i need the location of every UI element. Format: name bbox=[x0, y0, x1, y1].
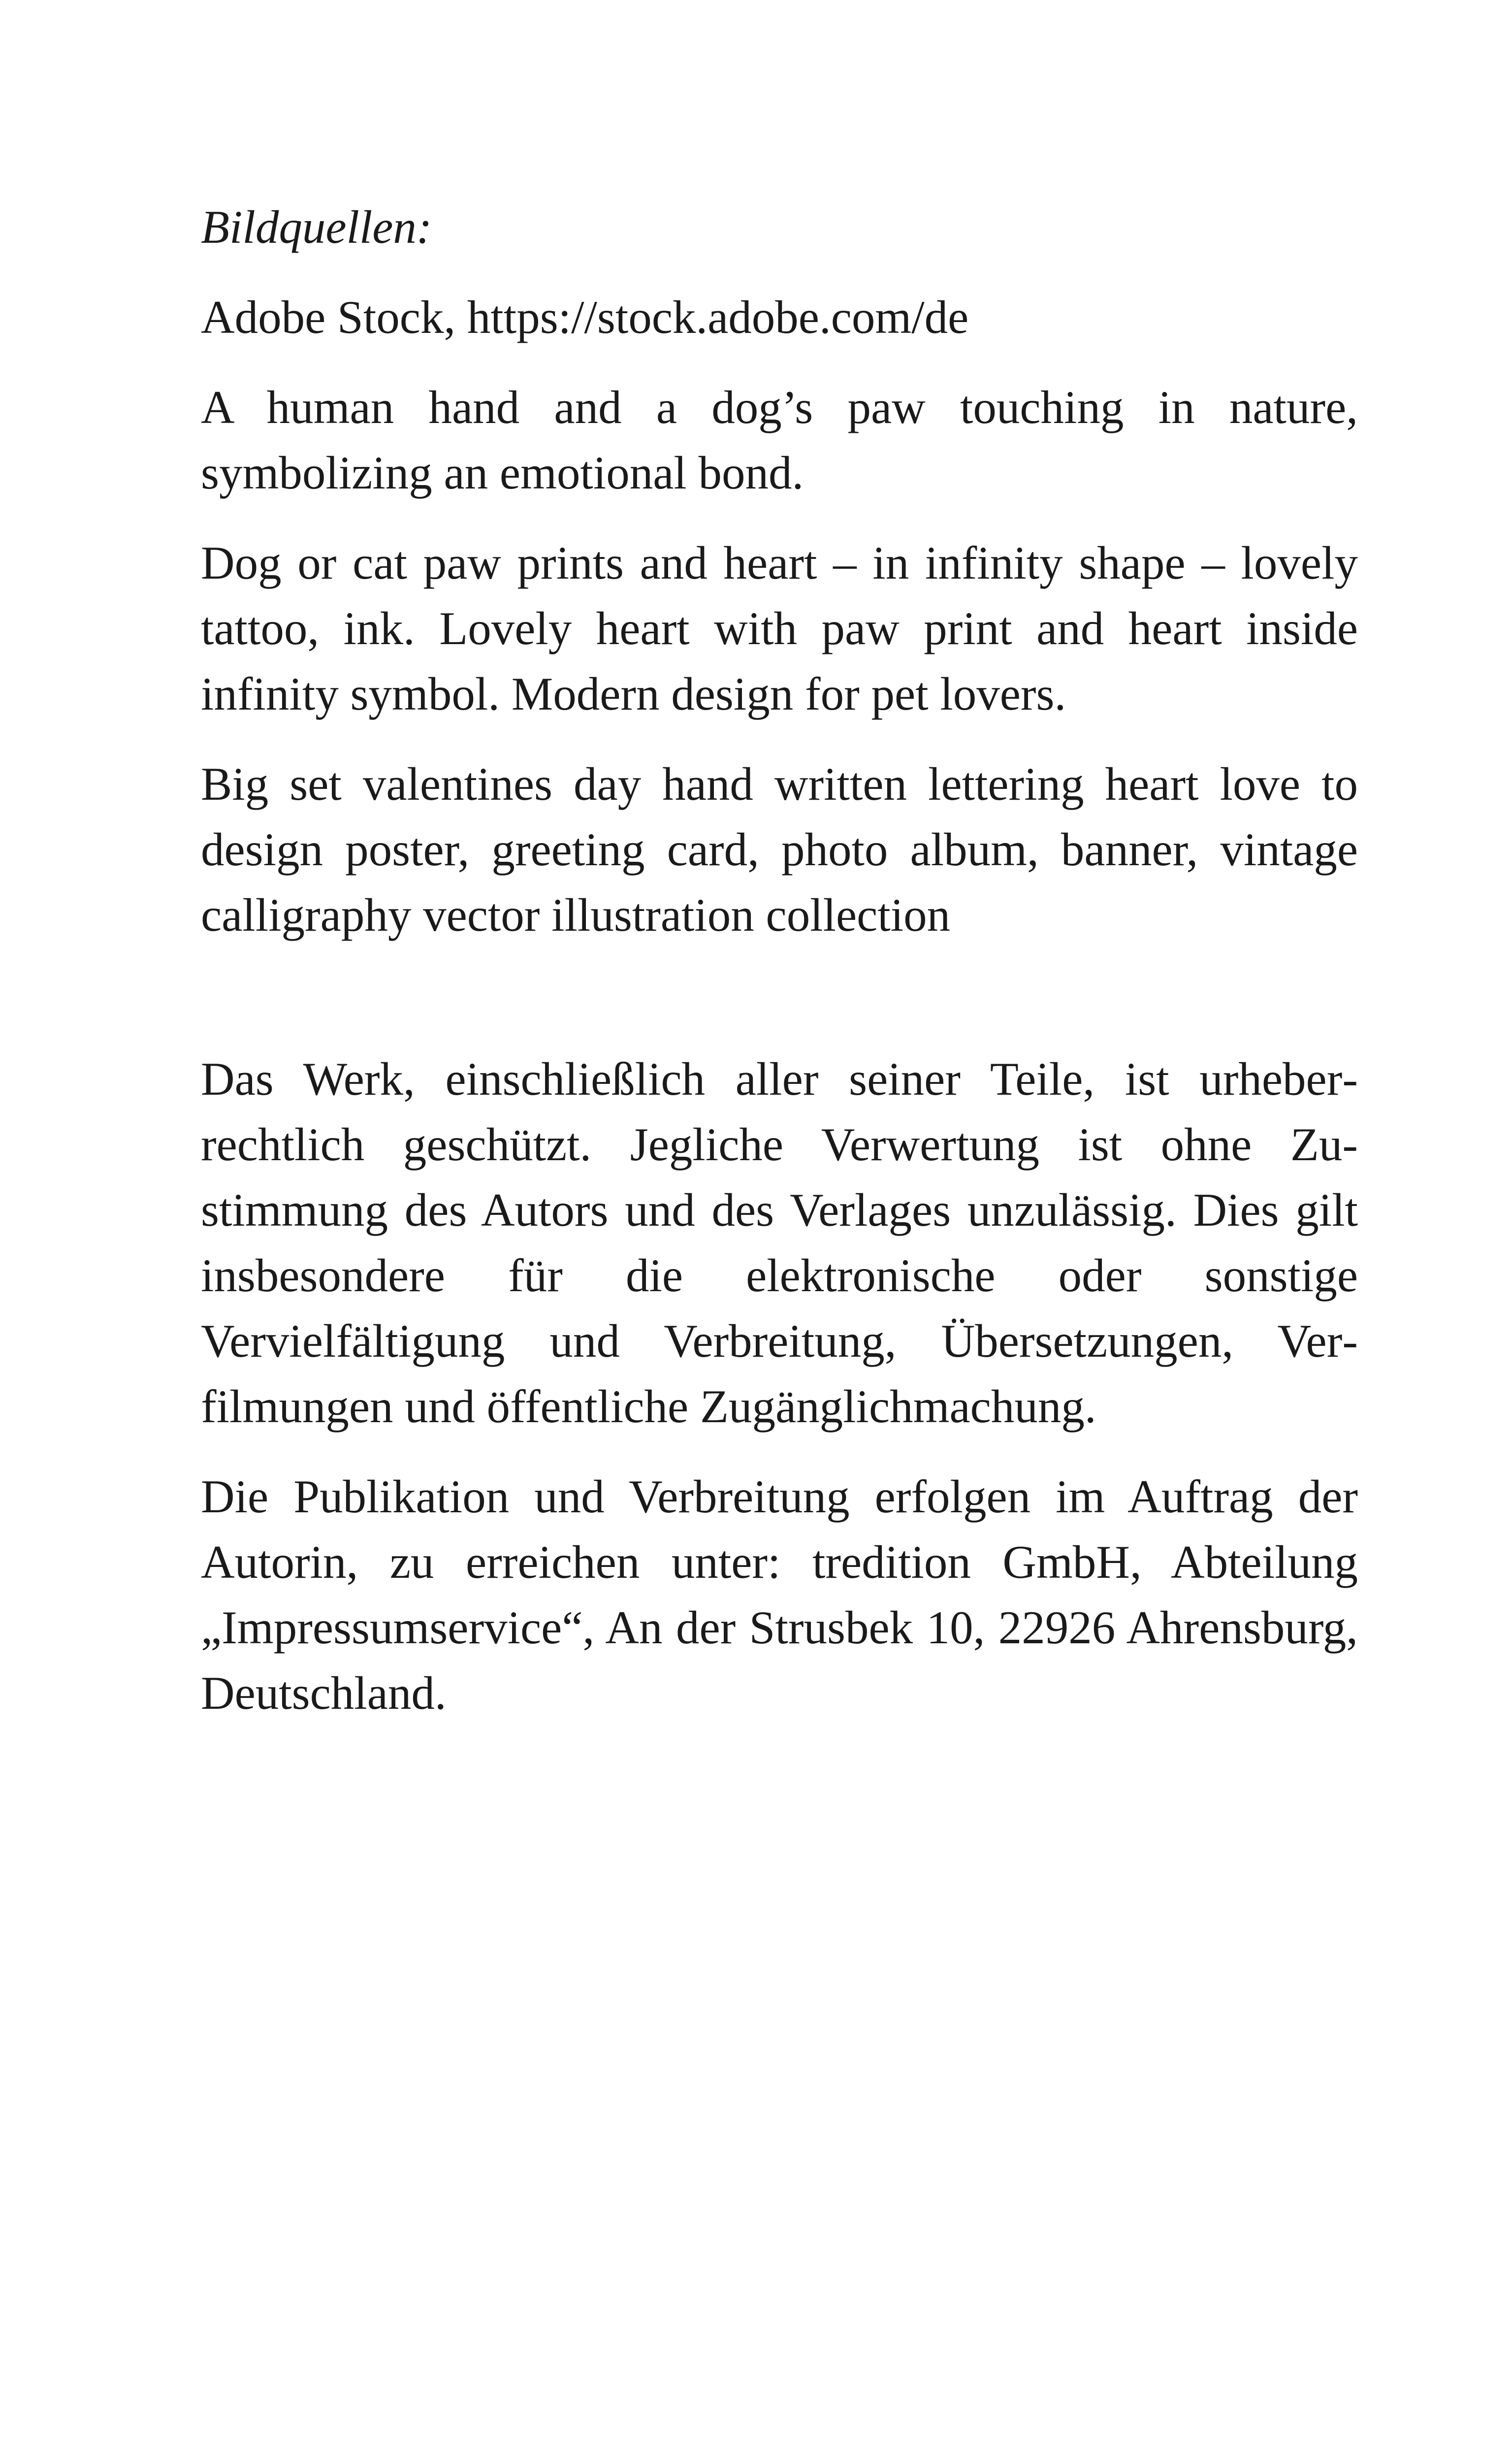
image-credit-item: Dog or cat paw prints and heart – in infinity shape – lovely tattoo, ink. Lovely heart with paw print and heart inside infinity symbol. Modern design for pet lovers. bbox=[201, 537, 1358, 720]
page-content bbox=[201, 195, 1358, 1726]
image-credit-item: Big set valentines day hand written lettering heart love to design poster, greeting card, photo album, banner, vintage calligraphy vector illustration collection bbox=[201, 758, 1358, 941]
copyright-notice: Das Werk, einschließlich aller seiner Teile, ist urheberrechtlich geschützt. Jegliche Verwertung ist ohne Zustimmung des Autors und des Verlages unzulässig. Dies gilt insbesondere für die elektronische oder sonstige Vervielfältigung und Verbreitung, Übersetzungen, Verfilmungen und öffentliche Zugänglichmachung. bbox=[201, 1053, 1358, 1433]
publication-notice: Die Publikation und Verbreitung erfolgen im Auftrag der Autorin, zu erreichen unter: tredition GmbH, Abteilung „Impressumservice“, An der Strusbek 10, 22926 Ahrensburg, Deutschland. bbox=[201, 1470, 1358, 1719]
image-credits-heading: Bildquellen: bbox=[201, 201, 432, 253]
image-source-line: Adobe Stock, https://stock.adobe.com/de bbox=[201, 291, 969, 343]
image-credit-item: A human hand and a dog’s paw touching in nature, symbolizing an emotional bond. bbox=[201, 381, 1358, 499]
